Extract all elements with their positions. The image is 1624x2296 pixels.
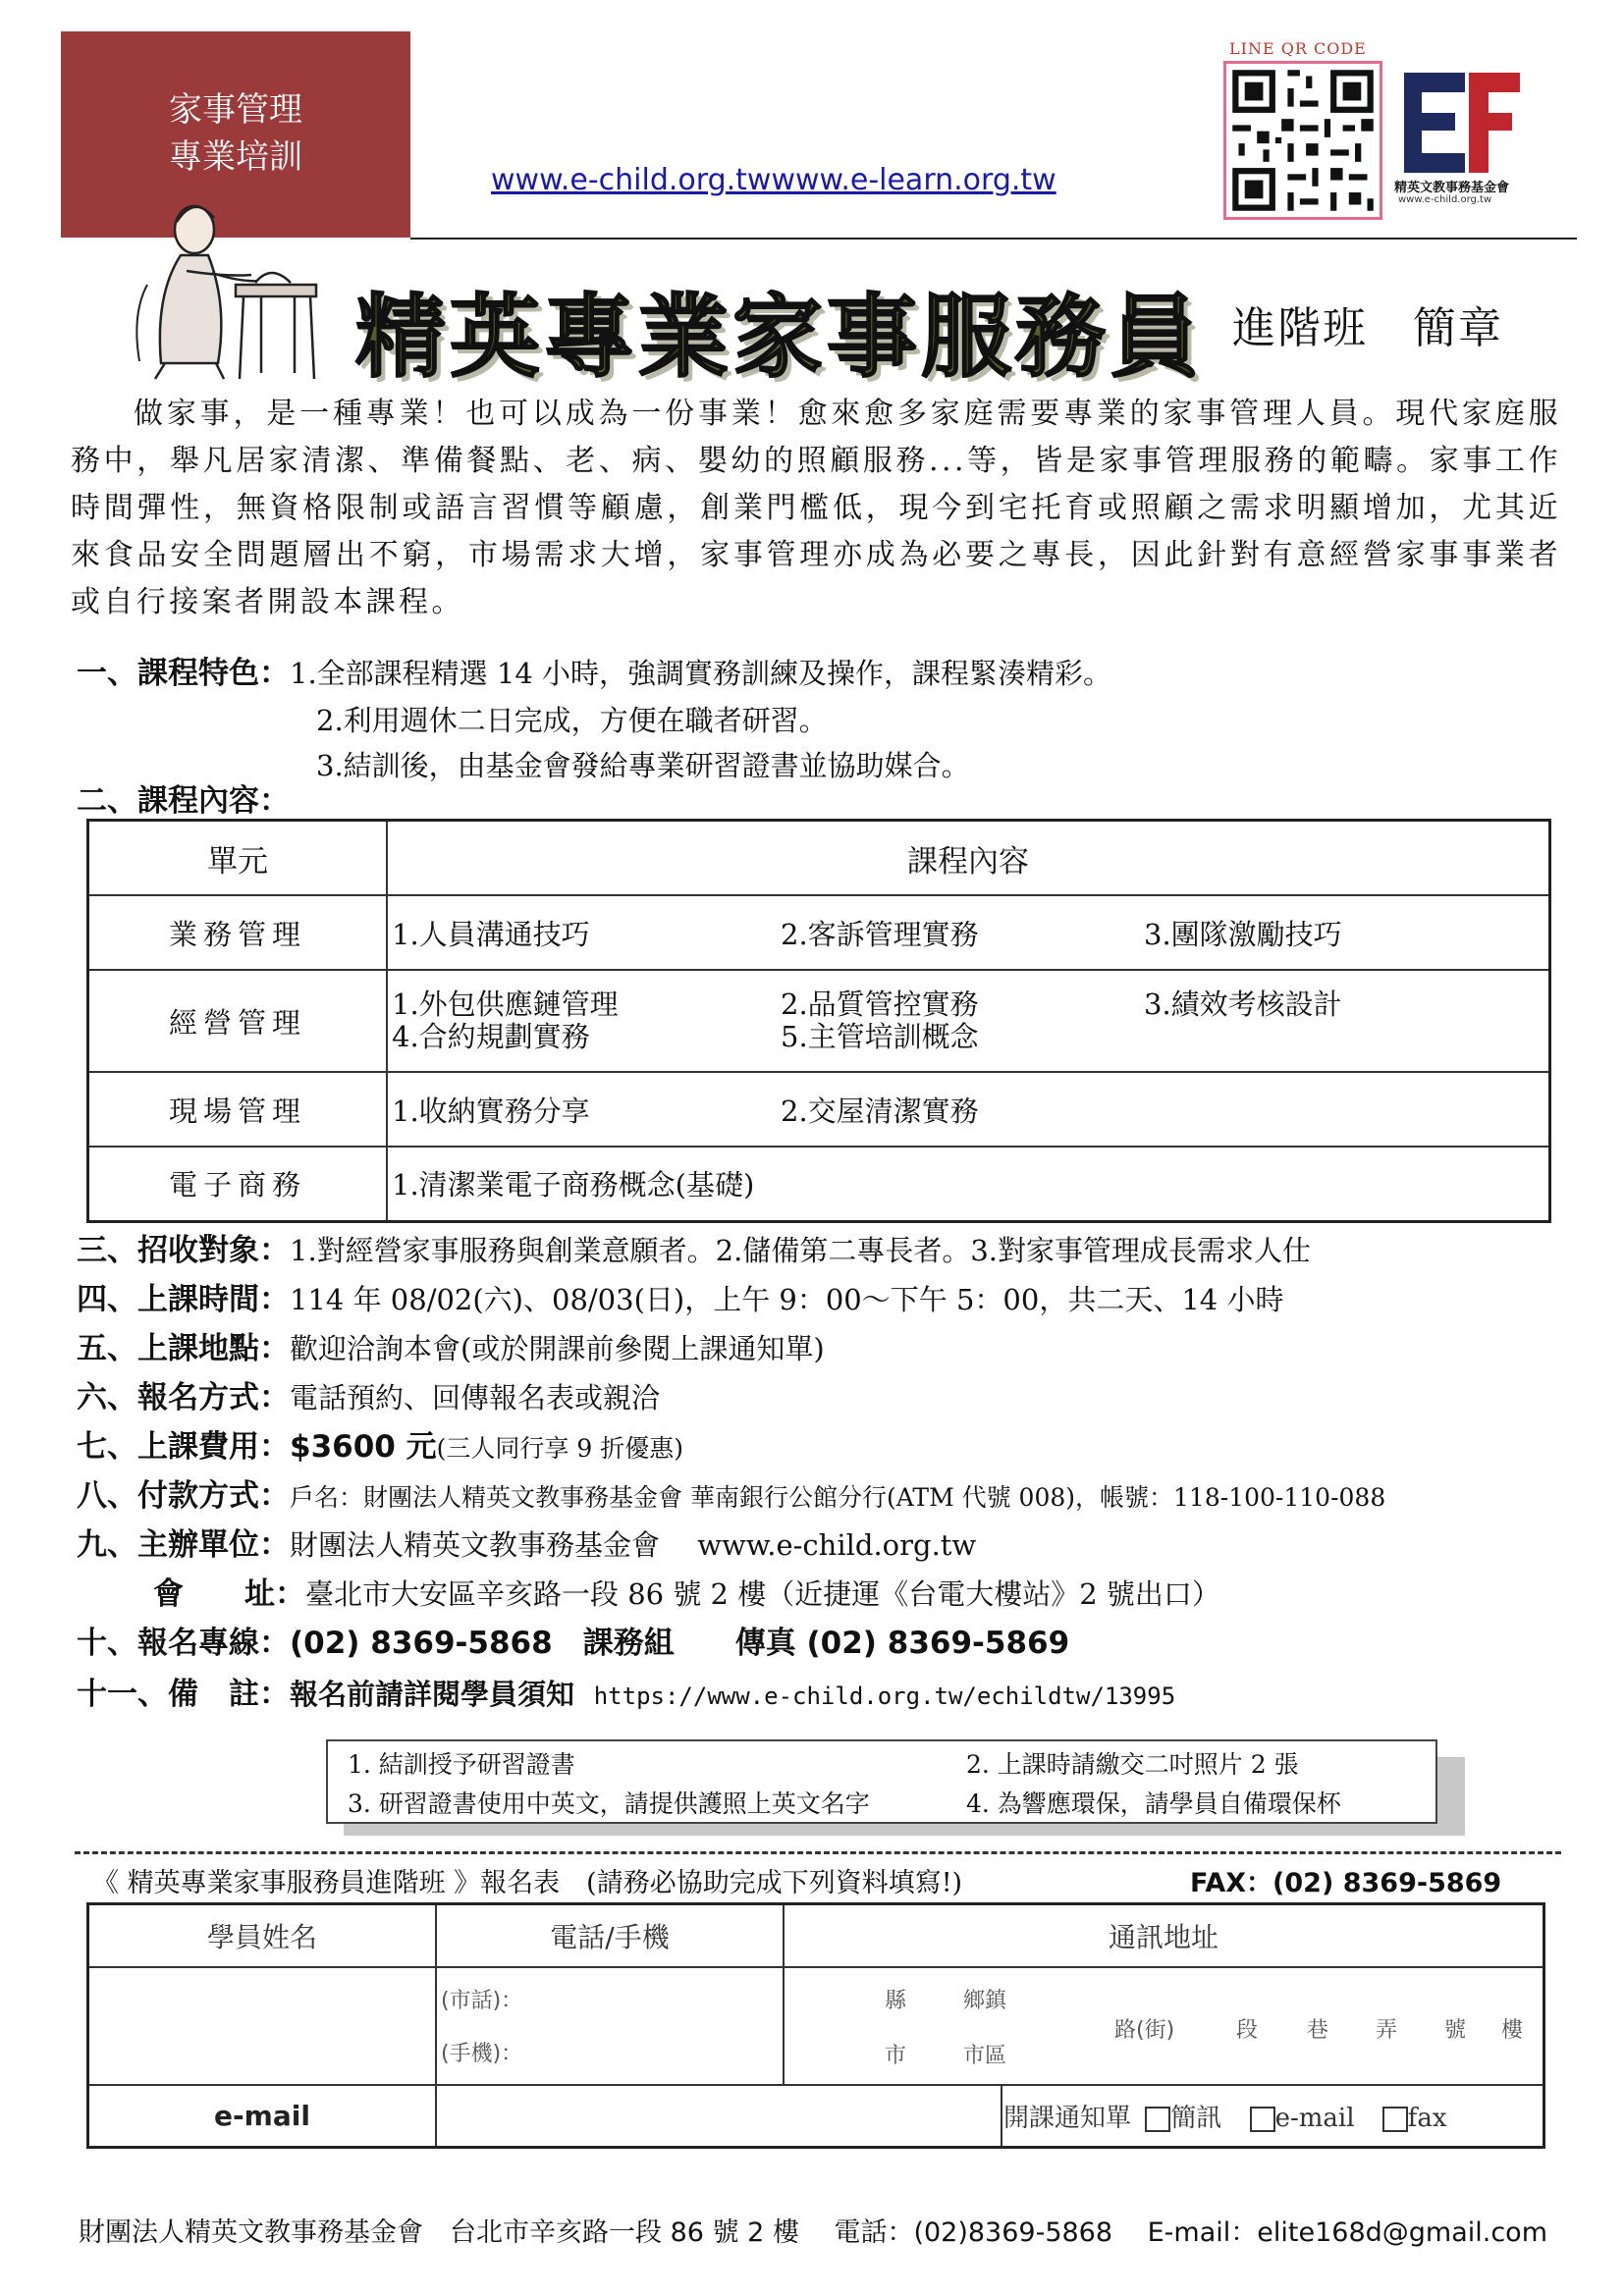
unit-cell: 業務管理 — [88, 895, 388, 970]
notice-options — [1001, 2085, 1544, 2148]
table-row — [88, 1147, 1550, 1221]
organizer-row — [77, 1522, 976, 1569]
course-item: 5.主管培訓概念 — [781, 1020, 979, 1053]
brand-line-2: 專業培訓 — [169, 137, 302, 177]
course-item: 1.收納實務分享 — [392, 1094, 590, 1128]
email-checkbox[interactable] — [1250, 2107, 1275, 2132]
fee-amount: $3600 元 — [290, 1429, 437, 1465]
signup-label: 六、報名方式： — [77, 1380, 290, 1415]
content-cell — [387, 895, 1550, 970]
address-value: 臺北市大安區辛亥路一段 86 號 2 樓（近捷運《台電大樓站》2 號出口） — [305, 1577, 1220, 1611]
website-link[interactable]: www.e-child.org.twwww.e-learn.org.tw — [491, 163, 1056, 197]
page-title: 精英專業家事服務員 — [355, 284, 1205, 390]
qr-code-icon — [1226, 64, 1380, 217]
payment-value: 戶名：財團法人精英文教事務基金會 華南銀行公館分行(ATM 代號 008)，帳號：118-100-110-088 — [290, 1483, 1386, 1512]
note-item: 4. 為響應環保，請學員自備環保杯 — [966, 1789, 1341, 1818]
place-label: 五、上課地點： — [77, 1331, 290, 1366]
unit-cell: 經營管理 — [88, 970, 388, 1072]
registration-form — [86, 1902, 1545, 2149]
course-item: 3.團隊激勵技巧 — [1144, 917, 1342, 951]
hotline-value: (02) 8369-5868 課務組 傳真 (02) 8369-5869 — [290, 1626, 1070, 1661]
cut-line — [75, 1851, 1561, 1854]
payment-label: 八、付款方式： — [77, 1478, 290, 1514]
alley-label: 弄 — [1376, 2017, 1398, 2043]
content-label — [77, 777, 290, 825]
footer: 財團法人精英文教事務基金會 台北市辛亥路一段 86 號 2 樓 電話：(02)8369-5868 E-mail：elite168d@gmail.com — [79, 2217, 1547, 2248]
ef-logo — [1400, 69, 1522, 177]
target-row — [77, 1227, 1311, 1274]
feature-item — [316, 697, 828, 744]
email-input[interactable] — [436, 2085, 1001, 2148]
signup-row — [77, 1374, 660, 1421]
name-input[interactable] — [88, 1967, 437, 2085]
notes-box — [326, 1739, 1437, 1824]
column-header-name: 學員姓名 — [88, 1904, 437, 1967]
ef-logo-icon — [1400, 69, 1522, 177]
content-cell — [387, 1072, 1550, 1147]
fee-note: (三人同行享 9 折優惠) — [436, 1434, 683, 1463]
organizer-value: 財團法人精英文教事務基金會 www.e-child.org.tw — [290, 1528, 977, 1562]
page-subtitle: 進階班 簡章 — [1232, 303, 1503, 353]
form-entry-row — [88, 1967, 1544, 2085]
city-label: 市 — [885, 2043, 907, 2068]
email-option-label: e-mail — [1274, 2103, 1355, 2133]
course-table — [86, 819, 1551, 1223]
address-row — [153, 1571, 1220, 1618]
place-row — [77, 1325, 825, 1372]
feature-item-text: 2.利用週休二日完成，方便在職者研習。 — [316, 704, 828, 737]
course-item: 1.外包供應鏈管理 — [392, 988, 619, 1021]
table-header-row — [88, 821, 1550, 896]
content-label-text: 二、課程內容： — [77, 783, 290, 819]
column-header-content: 課程內容 — [387, 821, 1550, 896]
district-label: 市區 — [963, 2043, 1007, 2068]
housekeeper-icon — [118, 187, 324, 383]
feature-item-text: 3.結訓後，由基金會發給專業研習證書並協助媒合。 — [316, 749, 970, 782]
table-row — [88, 1072, 1550, 1147]
course-item: 2.品質管控實務 — [781, 988, 979, 1021]
floor-label: 樓 — [1501, 2017, 1524, 2043]
time-row — [77, 1276, 1283, 1323]
table-row — [88, 895, 1550, 970]
fee-label: 七、上課費用： — [77, 1429, 290, 1465]
features-label: 一、課程特色： — [77, 656, 290, 691]
unit-cell: 現場管理 — [88, 1072, 388, 1147]
sms-option-label: 簡訊 — [1170, 2103, 1222, 2133]
notice-label: 開課通知單 — [1003, 2103, 1132, 2133]
time-label: 四、上課時間： — [77, 1282, 290, 1317]
form-email-row — [88, 2085, 1544, 2148]
note-item: 3. 研習證書使用中英文，請提供護照上英文名字 — [348, 1789, 870, 1818]
remark-value: 報名前請詳閱學員須知 — [290, 1678, 575, 1711]
address-label: 會 址： — [153, 1576, 305, 1612]
phone-input[interactable] — [436, 1967, 784, 2085]
content-cell — [387, 1147, 1550, 1221]
header-divider — [410, 238, 1577, 240]
brand-line-1: 家事管理 — [169, 90, 302, 130]
note-item: 1. 結訓授予研習證書 — [348, 1750, 575, 1779]
unit-cell: 電子商務 — [88, 1147, 388, 1221]
address-input[interactable] — [784, 1967, 1544, 2085]
sms-checkbox[interactable] — [1145, 2107, 1170, 2132]
note-item: 2. 上課時請繳交二吋照片 2 張 — [966, 1750, 1299, 1779]
landline-label: (市話)： — [441, 1988, 523, 2013]
signup-value: 電話預約、回傳報名表或親洽 — [290, 1381, 661, 1415]
column-header-address: 通訊地址 — [784, 1904, 1544, 1967]
remark-label: 十一、備 註： — [77, 1677, 290, 1712]
intro-paragraph: 做家事，是一種專業！也可以成為一份事業！愈來愈多家庭需要專業的家事管理人員。現代家庭服務中，舉凡居家清潔、準備餐點、老、病、嬰幼的照顧服務...等，皆是家事管理服務的範疇。家事工作時間彈性，無資格限制或語言習慣等顧慮，創業門檻低，現今到宅托育或照顧之需求明顯增加，尤其近來食品安全問題層出不窮，市場需求大增，家事管理亦成為必要之專長，因此針對有意經營家事事業者或自行接案者開設本課程。 — [71, 397, 1561, 619]
features-section — [77, 650, 1111, 697]
column-header-unit: 單元 — [88, 821, 388, 896]
content-cell — [387, 970, 1550, 1072]
ef-logo-name: 精英文教事務基金會 — [1394, 181, 1510, 195]
course-item: 4.合約規劃實務 — [392, 1020, 590, 1053]
course-item: 3.績效考核設計 — [1144, 988, 1342, 1021]
fax-option-label: fax — [1407, 2103, 1447, 2133]
number-label: 號 — [1444, 2017, 1467, 2043]
remark-row — [77, 1671, 1175, 1720]
target-label: 三、招收對象： — [77, 1233, 290, 1268]
hotline-label: 十、報名專線： — [77, 1626, 290, 1661]
rules-link[interactable]: https://www.e-child.org.tw/echildtw/13995 — [593, 1682, 1176, 1710]
feature-item: 1.全部課程精選 14 小時，強調實務訓練及操作，課程緊湊精彩。 — [290, 657, 1112, 690]
housekeeper-illustration — [118, 187, 324, 383]
payment-row — [77, 1472, 1385, 1522]
form-header-row — [88, 1904, 1544, 1967]
line-qr-code[interactable] — [1223, 61, 1382, 220]
course-item: 2.客訴管理實務 — [781, 917, 979, 951]
township-label: 鄉鎮 — [963, 1988, 1007, 2013]
mobile-label: (手機)： — [441, 2041, 523, 2066]
course-item: 2.交屋清潔實務 — [781, 1094, 979, 1128]
ef-logo-url: www.e-child.org.tw — [1398, 194, 1492, 205]
lane-label: 巷 — [1307, 2017, 1329, 2043]
time-value: 114 年 08/02(六)、08/03(日)，上午 9：00～下午 5：00，共二天、14 小時 — [290, 1283, 1284, 1316]
organizer-label: 九、主辦單位： — [77, 1527, 290, 1563]
table-row — [88, 970, 1550, 1072]
column-header-phone: 電話/手機 — [436, 1904, 784, 1967]
target-value: 1.對經營家事服務與創業意願者。2.儲備第二專長者。3.對家事管理成長需求人仕 — [290, 1234, 1312, 1267]
fax-checkbox[interactable] — [1382, 2107, 1408, 2132]
qr-label: LINE QR CODE — [1229, 39, 1367, 58]
course-item: 1.人員溝通技巧 — [392, 917, 590, 951]
county-label: 縣 — [885, 1988, 907, 2013]
form-title: 《 精英專業家事服務員進階班 》報名表 (請務必協助完成下列資料填寫!) — [92, 1868, 963, 1898]
hotline-row — [77, 1620, 1069, 1667]
form-fax: FAX：(02) 8369-5869 — [1190, 1868, 1502, 1898]
place-value: 歡迎洽詢本會(或於開課前參閱上課通知單) — [290, 1332, 825, 1365]
course-item: 1.清潔業電子商務概念(基礎) — [392, 1168, 755, 1202]
feature-item — [316, 742, 970, 789]
road-label: 路(街) — [1114, 2017, 1175, 2043]
fee-row — [77, 1423, 683, 1472]
email-label: e-mail — [88, 2085, 437, 2148]
section-label: 段 — [1236, 2017, 1259, 2043]
